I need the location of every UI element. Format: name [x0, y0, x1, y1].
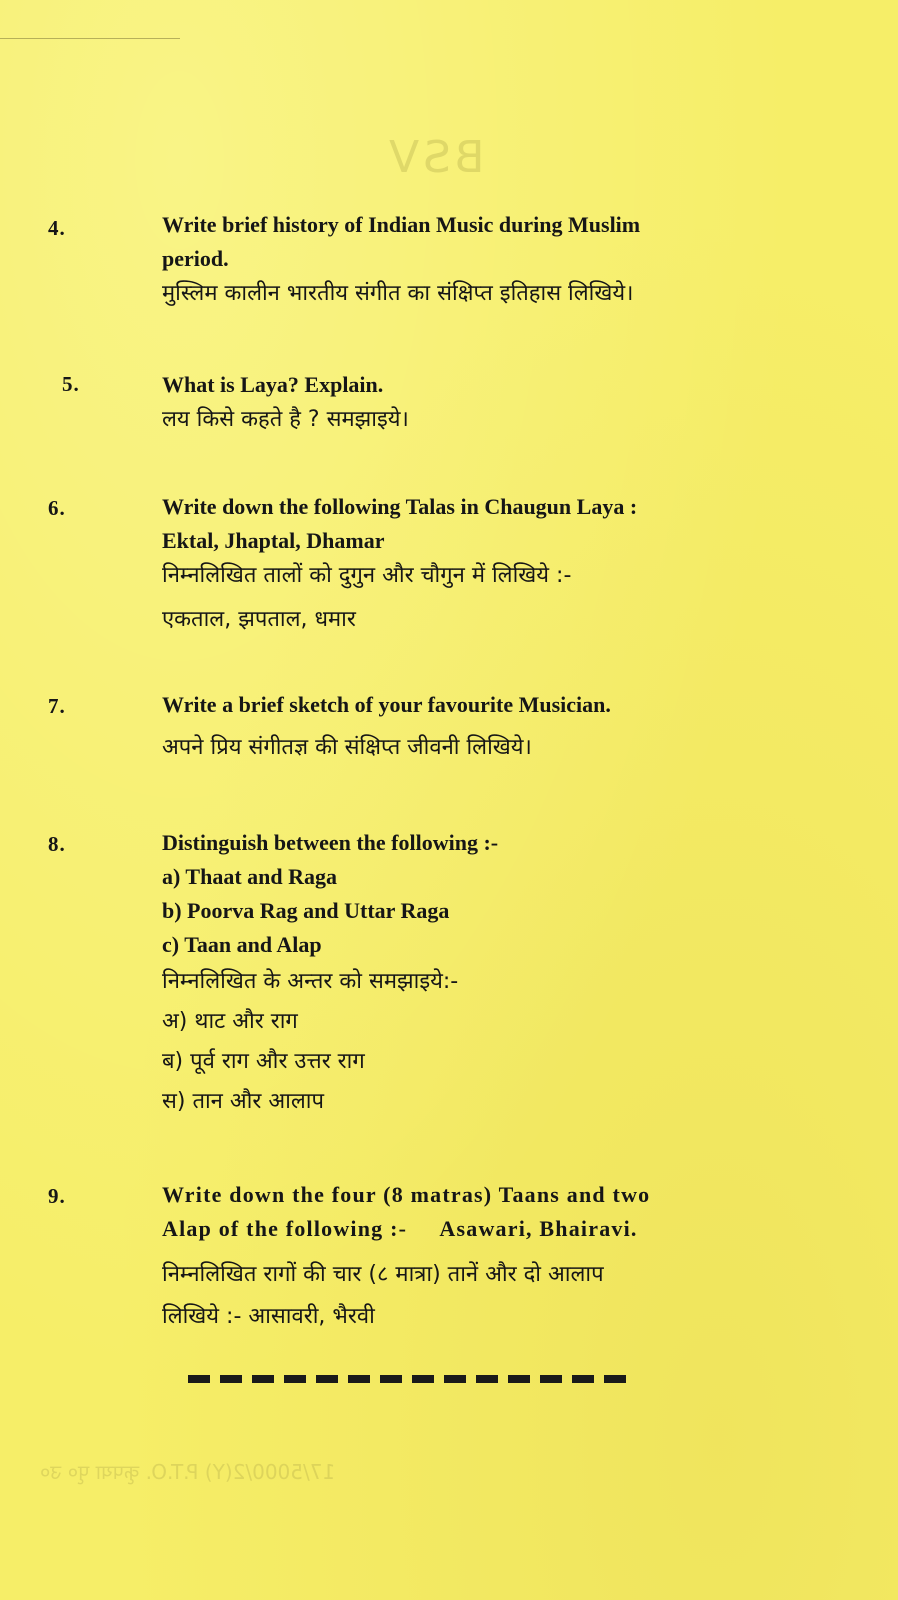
bleed-through-footer: 17/5000/2(Y) P.T.O. कृपया पृ० उ०: [40, 1460, 336, 1484]
question-text-en: Write brief history of Indian Music during Muslim: [162, 212, 641, 237]
question-body: [162, 208, 862, 312]
option-text-en: c) Taan and Alap: [162, 932, 322, 957]
question-number: 5.: [62, 372, 80, 396]
question-body: [162, 490, 862, 638]
question-text-en: Ektal, Jhaptal, Dhamar: [162, 528, 385, 553]
question-text-en: Write down the following Talas in Chaugun Laya :: [162, 494, 638, 519]
question-body: [162, 368, 862, 438]
question-text-hi: लय किसे कहते है ? समझाइये।: [162, 407, 409, 432]
option-text-hi: अ) थाट और राग: [162, 1009, 298, 1034]
question-text-hi: निम्नलिखित के अन्तर को समझाइये:-: [162, 969, 459, 994]
question-text-hi: निम्नलिखित तालों को दुगुन और चौगुन में लिखिये :-: [162, 563, 572, 588]
question-text-hi: लिखिये :- आसावरी, भैरवी: [162, 1304, 375, 1329]
bleed-through-header: BSV: [385, 132, 485, 183]
option-text-en: b) Poorva Rag and Uttar Raga: [162, 898, 450, 923]
question-body: [162, 1178, 862, 1338]
question-body: [162, 688, 862, 766]
question-text-en: Write down the four (8 matras) Taans and two: [162, 1182, 651, 1207]
option-text-hi: स) तान और आलाप: [162, 1089, 324, 1114]
question-number: 7.: [48, 694, 66, 718]
question-text-hi: मुस्लिम कालीन भारतीय संगीत का संक्षिप्त इतिहास लिखिये।: [162, 281, 634, 306]
question-text-hi: एकताल, झपताल, धमार: [162, 607, 356, 632]
question-number: 4.: [48, 216, 66, 240]
question-text-en: Distinguish between the following :-: [162, 830, 499, 855]
question-text-hi: अपने प्रिय संगीतज्ञ की संक्षिप्त जीवनी लिखिये।: [162, 735, 532, 760]
question-body: [162, 826, 862, 1122]
question-number: 6.: [48, 496, 66, 520]
end-of-paper-dashed-line: [188, 1375, 628, 1383]
question-text-hi: निम्नलिखित रागों की चार (८ मात्रा) तानें और दो आलाप: [162, 1262, 604, 1287]
option-text-hi: ब) पूर्व राग और उत्तर राग: [162, 1049, 365, 1074]
question-number: 9.: [48, 1184, 66, 1208]
question-text-en: What is Laya? Explain.: [162, 372, 384, 397]
question-number: 8.: [48, 832, 66, 856]
question-text-en: Write a brief sketch of your favourite Musician.: [162, 692, 611, 717]
top-rule-line: [0, 38, 180, 39]
question-text-en: Alap of the following :- Asawari, Bhairavi.: [162, 1216, 638, 1241]
option-text-en: a) Thaat and Raga: [162, 864, 338, 889]
question-text-en: period.: [162, 246, 229, 271]
